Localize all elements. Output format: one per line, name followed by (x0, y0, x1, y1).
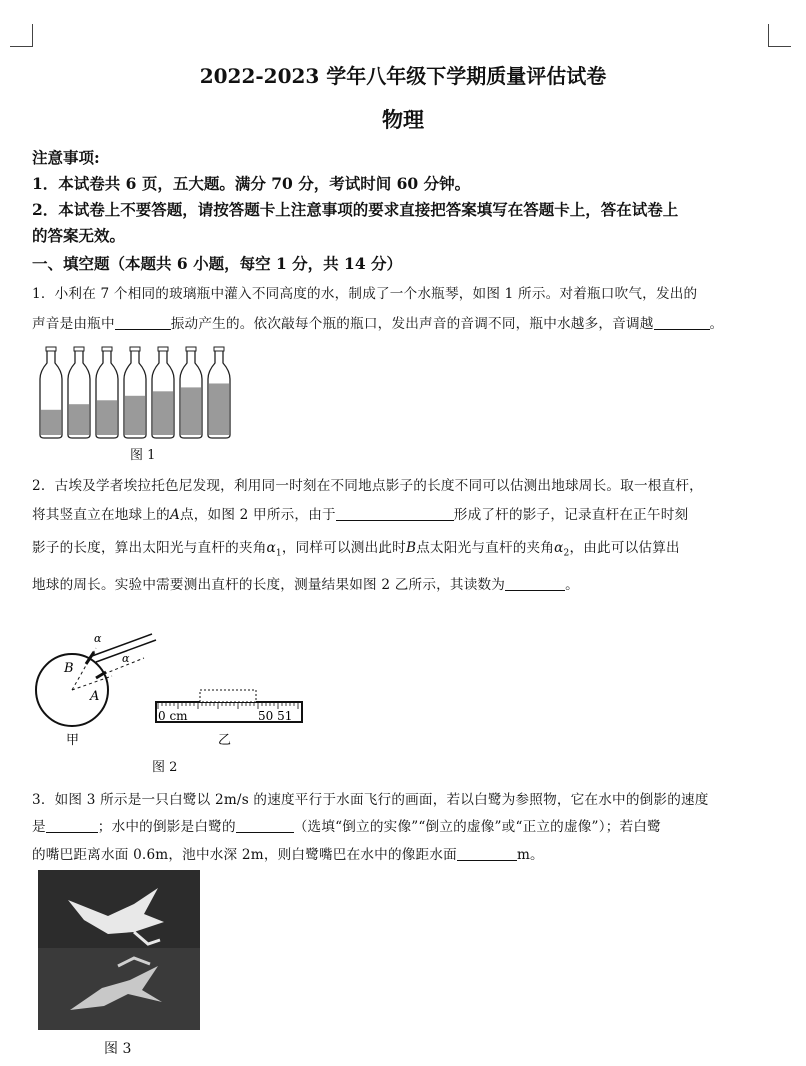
alpha-symbol: α (554, 540, 564, 556)
q3-text: m。 (516, 847, 544, 863)
bottle-mouth (46, 347, 56, 351)
figure-2-caption: 图 2 (152, 760, 178, 775)
water-bottle (40, 347, 62, 438)
q2-text: 地球的周长。实验中需要测出直杆的长度，测量结果如图 2 乙所示，其读数为 (32, 577, 506, 593)
water-bottle (208, 347, 230, 438)
bottle-mouth (186, 347, 196, 351)
subject-title: 物理 (382, 107, 424, 132)
notice-item-1: 1．本试卷共 6 页，五大题。满分 70 分，考试时间 60 分钟。 (32, 174, 471, 193)
answer-blank (457, 846, 517, 861)
figure-3-caption: 图 3 (104, 1041, 132, 1057)
q2-text: 。 (565, 577, 579, 593)
notice-item-2-line-1: 2．本试卷上不要答题，请按答题卡上注意事项的要求直接把答案填写在答题卡上，答在试卷上 (32, 200, 679, 219)
q2-text: 点太阳光与直杆的夹角 (416, 540, 555, 556)
bottle-water (181, 387, 201, 435)
bottle-water (41, 410, 61, 435)
q2-text: 点，如图 2 甲所示，由于 (179, 507, 336, 523)
notice-item-2-line-2: 的答案无效。 (32, 226, 126, 245)
answer-blank (505, 576, 565, 591)
bottle-water (153, 391, 173, 435)
point-a-label: A (169, 507, 180, 523)
radius-line (72, 676, 112, 690)
crop-mark-top-left (10, 24, 33, 47)
q2-text: 形成了杆的影子，记录直杆在正午时刻 (453, 507, 689, 523)
answer-blank (336, 506, 454, 521)
q3-line-2 (32, 815, 770, 835)
water-bottle (96, 347, 118, 438)
alpha-symbol: α (266, 540, 276, 556)
q3-text: 的嘴巴距离水面 0.6m，池中水深 2m，则白鹭嘴巴在水中的像距水面 (32, 847, 457, 863)
section-1-heading: 一、填空题（本题共 6 小题，每空 1 分，共 14 分） (32, 254, 403, 273)
answer-blank (115, 315, 171, 330)
bottle-water (97, 400, 117, 435)
answer-blank (654, 315, 710, 330)
bottle-mouth (74, 347, 84, 351)
bottle-water (209, 383, 229, 435)
answer-blank (236, 818, 294, 833)
figure-label-alpha-1: α (122, 652, 130, 665)
earth-sun-diagram (30, 612, 310, 752)
bottle-water (125, 396, 145, 435)
bottle-mouth (214, 347, 224, 351)
crop-mark-top-right (768, 24, 791, 47)
figure-label-a: A (90, 689, 100, 704)
ruler-right-label: 50 51 (258, 709, 293, 723)
q2-line-4 (32, 573, 770, 593)
answer-blank (46, 818, 98, 833)
notice-heading: 注意事项: (32, 148, 100, 167)
water-bottle (180, 347, 202, 438)
q1-text: 振动产生的。依次敲每个瓶的瓶口，发出声音的音调不同，瓶中水越多，音调越 (170, 316, 654, 332)
q2-text: 将其竖直立在地球上的 (32, 507, 170, 523)
q2-line-3 (32, 536, 770, 559)
q3-text: （选填“倒立的实像”“倒立的虚像”或“正立的虚像”）；若白鹭 (293, 819, 661, 835)
q1-line-2 (32, 312, 770, 332)
measured-stick (200, 690, 256, 702)
bottle-mouth (130, 347, 140, 351)
point-b-label: B (405, 540, 417, 556)
q3-text: ；水中的倒影是白鹭的 (97, 819, 236, 835)
bottle-water (69, 404, 89, 435)
ruler-left-label: 0 cm (158, 709, 188, 723)
q2-line-2 (32, 503, 770, 523)
q3-line-1: 3．如图 3 所示是一只白鹭以 2m/s 的速度平行于水面飞行的画面，若以白鹭为参照物，它在水中的倒影的速度 (32, 792, 709, 808)
figure-label-yi: 乙 (218, 733, 232, 748)
q2-line-1: 2．古埃及学者埃拉托色尼发现，利用同一时刻在不同地点影子的长度不同可以估测出地球周长。取一根直杆， (32, 478, 703, 494)
figure-label-jia: 甲 (66, 733, 80, 748)
exam-title: 2022-2023 学年八年级下学期质量评估试卷 (199, 64, 607, 88)
q1-text: 。 (709, 316, 724, 332)
q3-text: 是 (32, 819, 46, 835)
q2-text: ，由此可以估算出 (569, 540, 680, 556)
q1-text: 声音是由瓶中 (32, 316, 115, 332)
figure-label-b: B (64, 661, 74, 676)
water-bottle (152, 347, 174, 438)
egret-photo (38, 870, 200, 1030)
q2-text: 影子的长度，算出太阳光与直杆的夹角 (32, 540, 267, 556)
bottle-mouth (102, 347, 112, 351)
figure-1-caption: 图 1 (130, 448, 156, 463)
q3-line-3 (32, 843, 770, 863)
water-bottle (68, 347, 90, 438)
subscript: 1 (275, 548, 282, 559)
bottle-mouth (158, 347, 168, 351)
subscript: 2 (563, 548, 570, 559)
water-bottles-figure (36, 345, 236, 440)
water-bottle (124, 347, 146, 438)
q1-line-1: 1．小利在 7 个相同的玻璃瓶中灌入不同高度的水，制成了一个水瓶琴，如图 1 所示。对着瓶口吹气，发出的 (32, 286, 698, 302)
figure-label-alpha-2: α (94, 632, 102, 645)
q2-text: ，同样可以测出此时 (281, 540, 406, 556)
